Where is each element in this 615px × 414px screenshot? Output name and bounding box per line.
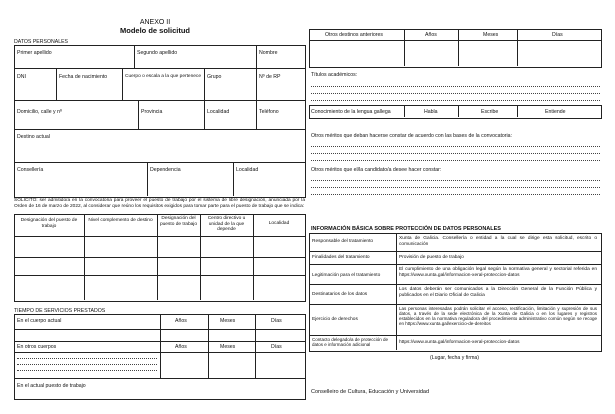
section-privacy: INFORMACIÓN BÁSICA SOBRE PROTECCIÓN DE DATOS PERSONALES (311, 226, 501, 232)
service-years-label-2: Años (175, 344, 187, 350)
privacy-value-0: Xunta de Galicia. Consellería o entidad a la cual se dirige esta solicitud, escrito o comunicación (399, 236, 597, 247)
col-post-designation: Designación del puesto de trabajo (20, 218, 78, 229)
col-locality: Localidad (268, 221, 290, 226)
dni-field[interactable]: DNI (17, 74, 26, 80)
privacy-label-4: Ejercicio de derechos (312, 317, 358, 322)
service-current-post: En el actual puesto de trabajo (17, 383, 86, 389)
service-days-label: Días (271, 318, 282, 324)
nrp-field[interactable]: Nº de RP (259, 74, 281, 80)
privacy-value-5[interactable]: https://www.xunta.gal/informacion-xeral-proteccion-datos (399, 340, 520, 345)
province-field[interactable]: Provincia (141, 109, 163, 115)
galician-speak[interactable]: Habla (424, 109, 438, 115)
service-years-label: Años (175, 318, 187, 324)
merits-label: Otros méritos que deban hacerse constar de acuerdo con las bases de la convocatoria: (311, 133, 512, 139)
service-days-label-2: Días (271, 344, 282, 350)
privacy-label-3: Destinatarios de los datos (312, 292, 368, 297)
locality2-field[interactable]: Localidad (236, 167, 259, 173)
second-surname-field[interactable]: Segundo apellido (137, 50, 178, 56)
place-date-signature: (Lugar, fecha y firma) (429, 355, 479, 361)
privacy-value-3: Los datos deberán ser comunicados a la Dirección General de la Función Pública y publicados en el Diario Oficial de Galicia (399, 287, 597, 298)
annex-label: ANEXO II (139, 19, 171, 26)
footer-department: Conselleiro de Cultura, Educación y Universidad (311, 389, 430, 395)
other-posts-label: Otros destinos anteriores (325, 32, 383, 38)
right-months-label: Meses (483, 32, 499, 38)
right-years-label: Años (425, 32, 437, 38)
col-post-designation-2: Designación del puesto de trabajo (159, 216, 198, 227)
service-other-bodies: En otros cuerpos (17, 344, 57, 350)
other-merits-label: Otros méritos que el/la candidato/a desee hacer constar: (311, 167, 442, 173)
section-personal-data: DATOS PERSONALES (14, 39, 69, 45)
phone-field[interactable]: Teléfono (259, 109, 279, 115)
privacy-label-0: Responsable del tratamiento (312, 239, 374, 244)
privacy-label-2: Legitimación para el tratamiento (312, 273, 381, 278)
locality-field[interactable]: Localidad (207, 109, 230, 115)
address-field[interactable]: Domicilio, calle y nº (17, 109, 62, 115)
name-field[interactable]: Nombre (259, 50, 278, 56)
group-field[interactable]: Grupo (207, 74, 222, 80)
col-directive-center: Centro directivo u unidad de la que depende (207, 216, 246, 233)
birth-date-field[interactable]: Fecha de nacimiento (59, 74, 108, 80)
page-title: Modelo de solicitud (119, 26, 190, 35)
request-text: SOLICITO: ser admitido/a en la convocatoria para proveer el puesto de trabajo por el sistema de libre designación, anunciada por la Orden de 16 de marzo de 2022, al considerar que reúno los requisitos exigidos para tomar parte para el puesto de trabajo que se indica: (14, 198, 305, 209)
service-current-body: En el cuerpo actual (17, 318, 62, 324)
galician-label: Conocimiento de la lengua gallega (311, 109, 391, 115)
degrees-label: Títulos académicos: (311, 72, 358, 78)
privacy-value-4: Las personas interesadas podrán solicitar el acceso, rectificación, limitación y supresión de sus datos, a través de la sede electrónica de la Xunta de Galicia o en los lugares y registros establecidos en la normativa reguladora del procedimiento administrativo común según se recoge en https://www.xunta.gal/exercicio-de-dereitos (399, 306, 597, 327)
right-days-label: Días (552, 32, 563, 38)
section-service-time: TIEMPO DE SERVICIOS PRESTADOS (14, 308, 106, 314)
service-months-label: Meses (220, 318, 236, 324)
current-post-field[interactable]: Destino actual (17, 134, 50, 140)
privacy-label-1: Finalidades del tratamiento (312, 255, 370, 260)
first-surname-field[interactable]: Primer apellido (17, 50, 52, 56)
corps-field[interactable]: Cuerpo o escala a la que pertenece (125, 74, 202, 79)
dependency-field[interactable]: Dependencia (150, 167, 181, 173)
galician-write[interactable]: Escribe (481, 109, 499, 115)
service-months-label-2: Meses (220, 344, 236, 350)
privacy-value-1: Provisión de puesto de trabajo (399, 255, 464, 260)
col-level: Nivel complemento de destino (88, 218, 153, 223)
privacy-label-5: Contacto delegado/a de protección de datos e información adicional (312, 337, 389, 348)
privacy-value-2: El cumplimiento de una obligación legal según la normativa general y sectorial referida en https://www.xunta.gal/informacion-xeral-proteccion-datos (399, 267, 597, 278)
department-field[interactable]: Consellería (17, 167, 44, 173)
galician-understand[interactable]: Entiende (545, 109, 566, 115)
